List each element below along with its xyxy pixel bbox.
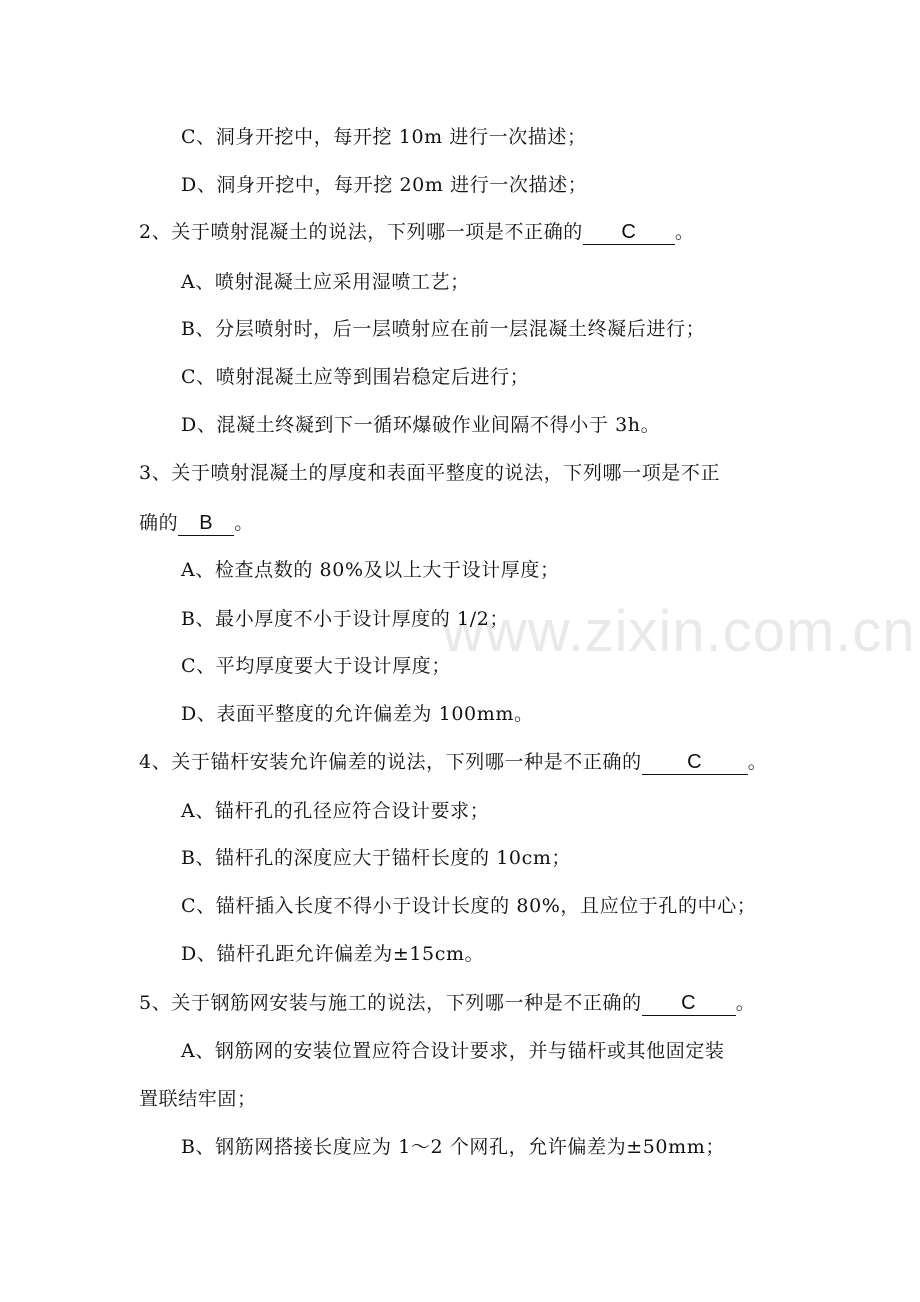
option-5a-cont: 置联结牢固； xyxy=(139,1088,257,1110)
question-4-end: 。 xyxy=(747,751,768,773)
watermark: www.zixin.com.cn xyxy=(442,599,916,664)
option-1c: C、洞身开挖中，每开挖 10m 进行一次描述； xyxy=(181,126,587,148)
option-3a: A、检查点数的 80%及以上大于设计厚度； xyxy=(181,559,560,581)
option-3c: C、平均厚度要大于设计厚度； xyxy=(181,655,451,677)
question-3-answer-blank: B xyxy=(178,511,234,536)
option-2a: A、喷射混凝土应采用湿喷工艺； xyxy=(181,271,470,293)
question-3: 3、关于喷射混凝土的厚度和表面平整度的说法，下列哪一项是不正 xyxy=(139,462,721,484)
question-2 xyxy=(139,217,695,247)
option-2d: D、混凝土终凝到下一循环爆破作业间隔不得小于 3h。 xyxy=(181,414,661,436)
question-3-text-cont: 确的 xyxy=(139,512,179,534)
question-5-text: 5、关于钢筋网安装与施工的说法，下列哪一种是不正确的 xyxy=(139,992,642,1014)
option-1d: D、洞身开挖中，每开挖 20m 进行一次描述； xyxy=(181,174,588,196)
option-3d: D、表面平整度的允许偏差为 100mm。 xyxy=(181,703,534,725)
question-3-cont xyxy=(139,508,254,538)
question-4 xyxy=(139,747,767,777)
option-2b: B、分层喷射时，后一层喷射应在前一层混凝土终凝后进行； xyxy=(181,318,706,340)
option-4d: D、锚杆孔距允许偏差为±15cm。 xyxy=(181,943,485,965)
option-5b: B、钢筋网搭接长度应为 1～2 个网孔，允许偏差为±50mm； xyxy=(181,1136,725,1158)
question-5 xyxy=(139,988,755,1018)
question-3-end: 。 xyxy=(234,512,254,534)
option-4a: A、锚杆孔的孔径应符合设计要求； xyxy=(181,800,490,822)
question-4-text: 4、关于锚杆安装允许偏差的说法，下列哪一种是不正确的 xyxy=(139,751,642,773)
question-2-answer-blank: C xyxy=(583,220,675,245)
question-2-text: 2、关于喷射混凝土的说法，下列哪一项是不正确的 xyxy=(139,221,583,243)
question-2-end: 。 xyxy=(674,221,695,243)
option-4c: C、锚杆插入长度不得小于设计长度的 80%，且应位于孔的中心； xyxy=(181,895,757,917)
option-3b: B、最小厚度不小于设计厚度的 1/2； xyxy=(181,608,509,630)
option-2c: C、喷射混凝土应等到围岩稳定后进行； xyxy=(181,366,530,388)
question-5-end: 。 xyxy=(735,992,756,1014)
question-4-answer-blank: C xyxy=(642,750,748,775)
option-4b: B、锚杆孔的深度应大于锚杆长度的 10cm； xyxy=(181,847,572,869)
option-5a: A、钢筋网的安装位置应符合设计要求，并与锚杆或其他固定装 xyxy=(181,1040,725,1062)
question-5-answer-blank: C xyxy=(642,991,736,1016)
